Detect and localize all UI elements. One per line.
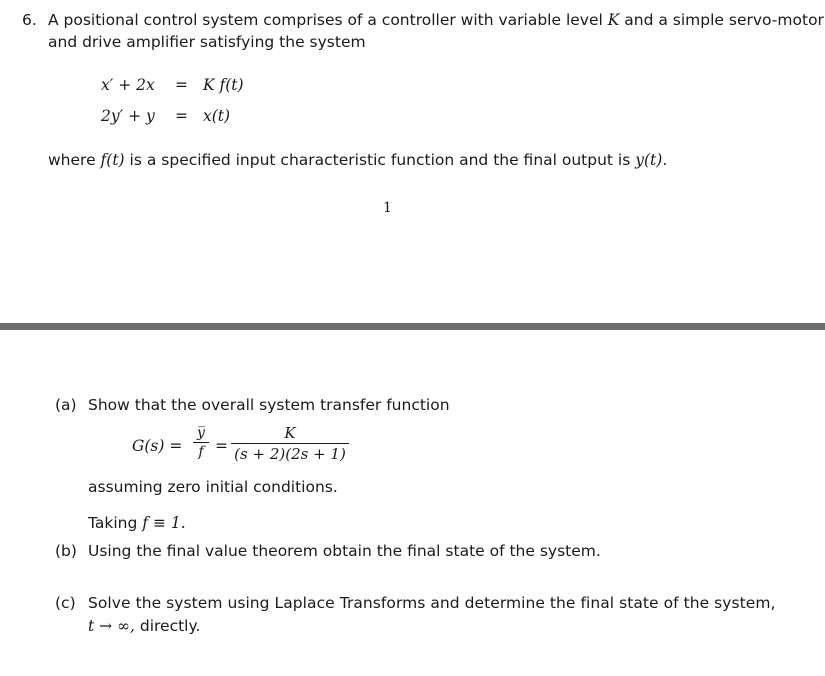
fraction-numerator-k: K bbox=[284, 424, 296, 442]
where-end: . bbox=[662, 151, 668, 169]
eq1-lhs: x′ + 2x bbox=[101, 76, 155, 94]
part-c-text: Solve the system using Laplace Transforms and determine the final state of the system, bbox=[88, 594, 776, 612]
where-y: y(t) bbox=[635, 151, 663, 169]
where-text-2: is a specified input characteristic function and the final output is bbox=[129, 151, 631, 169]
taking-line bbox=[88, 514, 186, 532]
page-divider bbox=[0, 323, 825, 330]
question-line-1-end: and a simple servo-motor bbox=[624, 11, 824, 29]
fraction-bar-1 bbox=[193, 442, 209, 443]
eq1-equals: = bbox=[175, 76, 188, 94]
page-number: 1 bbox=[383, 200, 392, 216]
question-line-1-text: A positional control system comprises of a controller with variable level bbox=[48, 11, 603, 29]
fraction-y-over-f bbox=[193, 425, 209, 460]
transfer-function-lhs-text: G(s) = bbox=[132, 437, 183, 455]
part-a-label: (a) bbox=[55, 396, 77, 414]
part-a-assumption: assuming zero initial conditions. bbox=[88, 478, 338, 496]
eq1-rhs: K f(t) bbox=[203, 76, 244, 94]
taking-expression: f ≡ 1. bbox=[142, 514, 186, 532]
fraction-bar-2 bbox=[231, 443, 349, 444]
where-f: f(t) bbox=[100, 151, 125, 169]
part-a-text: Show that the overall system transfer function bbox=[88, 396, 450, 414]
part-c-end: directly. bbox=[139, 617, 201, 635]
eq2-rhs: x(t) bbox=[203, 107, 231, 125]
fraction-denominator: (s + 2)(2s + 1) bbox=[234, 445, 346, 463]
part-b-label: (b) bbox=[55, 542, 77, 560]
eq2-equals: = bbox=[175, 107, 188, 125]
part-c-label: (c) bbox=[55, 594, 76, 612]
where-line bbox=[48, 151, 667, 169]
fraction-transfer bbox=[231, 424, 349, 463]
part-b-text: Using the final value theorem obtain the final state of the system. bbox=[88, 542, 601, 560]
question-line-1 bbox=[48, 11, 824, 29]
part-c-line-2 bbox=[88, 617, 200, 635]
fraction-y-bar: y̅ bbox=[197, 425, 205, 441]
question-line-2: and drive amplifier satisfying the system bbox=[48, 33, 366, 51]
question-number: 6. bbox=[22, 11, 37, 29]
transfer-equals: = bbox=[215, 437, 228, 455]
fraction-f-bar: f̅ bbox=[198, 444, 204, 460]
variable-k: K bbox=[607, 11, 620, 29]
transfer-function-lhs bbox=[132, 437, 182, 455]
where-text-1: where bbox=[48, 151, 96, 169]
limit-expression: t → ∞, bbox=[88, 617, 135, 635]
taking-text: Taking bbox=[88, 514, 138, 532]
eq2-lhs: 2y′ + y bbox=[101, 107, 155, 125]
